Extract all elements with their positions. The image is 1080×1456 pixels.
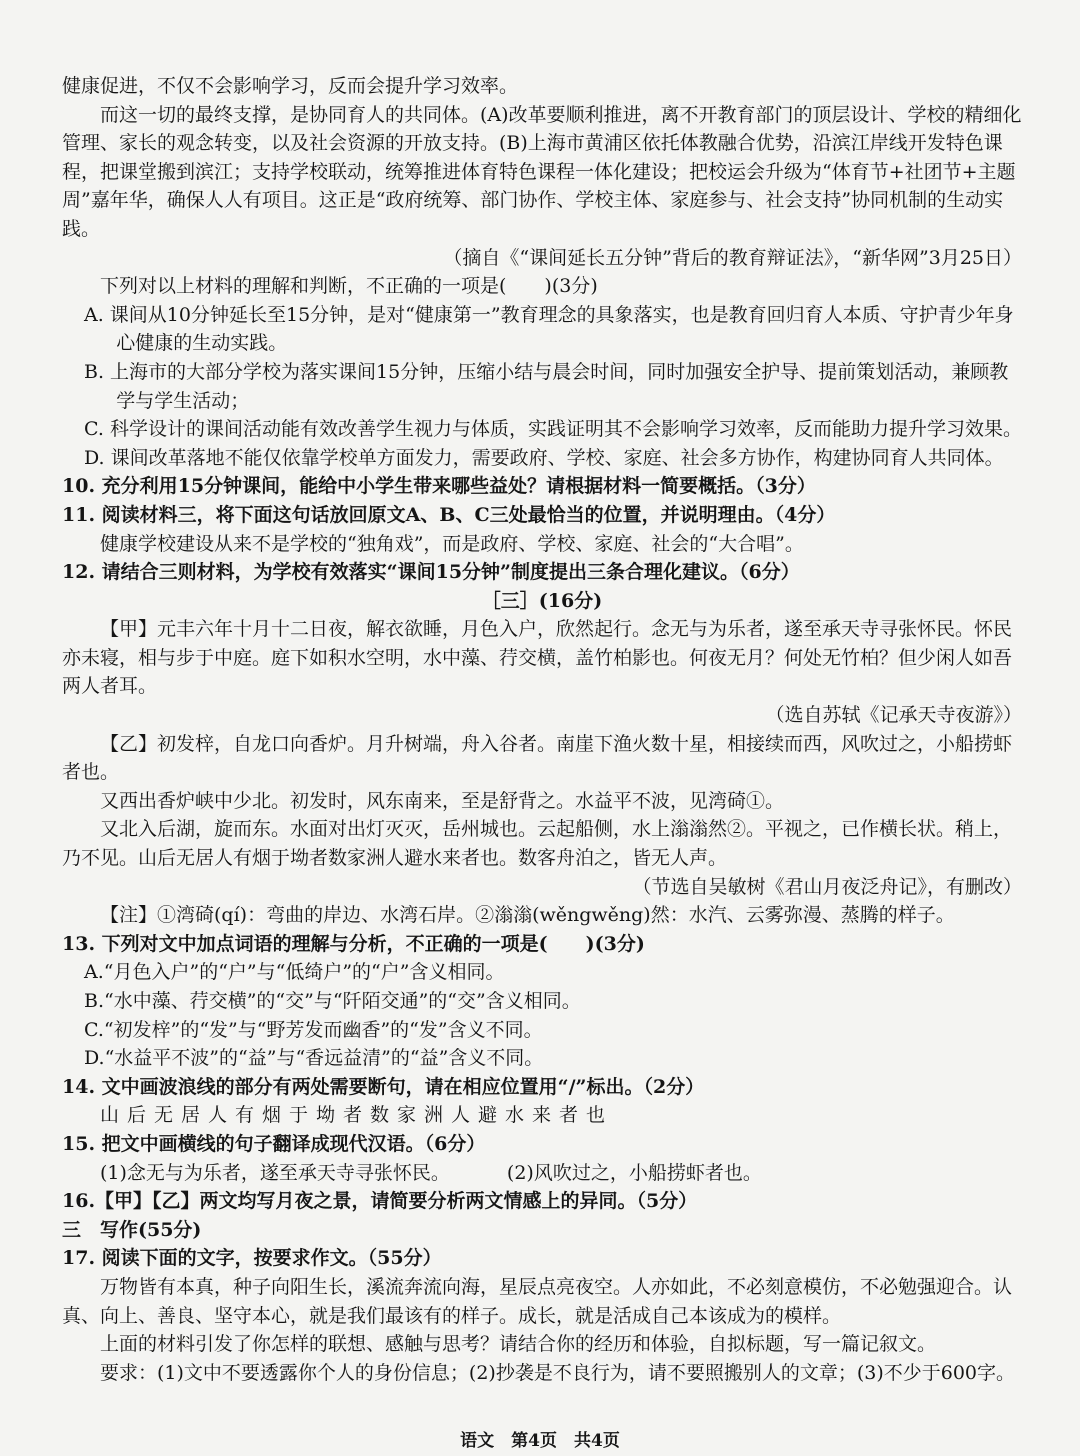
passage-yi-paragraph-2: 又西出香炉峡中少北。初发时，风东南来，至是舒背之。水益平不波，见湾碕①。 <box>100 789 785 812</box>
question-17-requirements: 要求：(1)文中不要透露你个人的身份信息；(2)抄袭是不良行为，请不要照搬别人的文章；(3)不少于600字。 <box>100 1361 1016 1384</box>
material3-paragraph-end: 健康促进，不仅不会影响学习，反而会提升学习效率。 <box>62 75 519 97</box>
question-13-option-b: B.“水中藻、荇交横”的“交”与“阡陌交通”的“交”含义相同。 <box>84 990 581 1012</box>
question-15-stem: 15. 把文中画横线的句子翻译成现代汉语。（6分） <box>62 1132 486 1155</box>
question-14-text: 山后无居人有烟于坳者数家洲人避水来者也 <box>100 1104 614 1127</box>
passage-notes: 【注】①湾碕(qí)：弯曲的岸边、水湾石岸。②滃滃(wěngwěng)然：水汽、云雾弥漫、蒸腾的样子。 <box>100 904 955 927</box>
passage-jia-source: （选自苏轼《记承天寺夜游》） <box>765 704 1022 727</box>
question-14-stem: 14. 文中画波浪线的部分有两处需要断句，请在相应位置用“/”标出。（2分） <box>62 1075 705 1098</box>
question-17-material: 万物皆有本真，种子向阳生长，溪流奔流向海，星辰点亮夜空。人亦如此，不必刻意模仿，不必勉强迎合。认真、向上、善良、坚守本心，就是我们最该有的样子。成长，就是活成自己本该成为的模样。 <box>62 1275 1013 1327</box>
question-9-option-b: B. 上海市的大部分学校为落实课间15分钟，压缩小结与晨会时间，同时加强安全护导、提前策划活动，兼顾教学与学生活动； <box>84 360 1009 412</box>
passage-jia: 【甲】元丰六年十月十二日夜，解衣欲睡，月色入户，欣然起行。念无与为乐者，遂至承天寺寻张怀民。怀民亦未寝，相与步于中庭。庭下如积水空明，水中藻、荇交横，盖竹柏影也。何夜无月？何处无竹柏？但少闲人如吾两人者耳。 <box>62 618 1013 698</box>
question-17-prompt: 上面的材料引发了你怎样的联想、感触与思考？请结合你的经历和体验，自拟标题，写一篇记叙文。 <box>100 1333 937 1356</box>
material3-source: （摘自《“课间延长五分钟”背后的教育辩证法》，“新华网”3月25日） <box>443 246 1022 269</box>
passage-yi-source: （节选自吴敏树《君山月夜泛舟记》，有删改） <box>632 875 1022 898</box>
question-16: 16.【甲】【乙】两文均写月夜之景，请简要分析两文情感上的异同。（5分） <box>62 1190 698 1213</box>
question-17-stem: 17. 阅读下面的文字，按要求作文。（55分） <box>62 1247 442 1270</box>
question-10: 10. 充分利用15分钟课间，能给中小学生带来哪些益处？请根据材料一简要概括。（3分） <box>62 475 816 498</box>
question-9-option-c: C. 科学设计的课间活动能有效改善学生视力与体质，实践证明其不会影响学习效率，反而能助力提升学习效果。 <box>84 418 1022 441</box>
question-11-sentence: 健康学校建设从来不是学校的“独角戏”，而是政府、学校、家庭、社会的“大合唱”。 <box>100 532 804 555</box>
question-13-option-d: D.“水益平不波”的“益”与“香远益清”的“益”含义不同。 <box>84 1047 544 1070</box>
question-15-sentence-1: (1)念无与为乐者，遂至承天寺寻张怀民。 <box>100 1161 450 1184</box>
question-12: 12. 请结合三则材料，为学校有效落实“课间15分钟”制度提出三条合理化建议。（6分） <box>62 561 800 584</box>
question-15-sentences <box>62 1159 1022 1188</box>
passage-yi-paragraph-1: 【乙】初发梓，自龙口向香炉。月升树端，舟入谷者。南崖下渔火数十星，相接续而西，风吹过之，小船捞虾者也。 <box>62 732 1013 784</box>
passage-yi-paragraph-3: 又北入后湖，旋而东。水面对出灯灭灭，岳州城也。云起船侧，水上滃滃然②。平视之，已作横长状。稍上，乃不见。山后无居人有烟于坳者数家洲人避水来者也。数客舟泊之，皆无人声。 <box>62 818 1013 870</box>
material3-paragraph-community: 而这一切的最终支撑，是协同育人的共同体。(A)改革要顺利推进，离不开教育部门的顶层设计、学校的精细化管理、家长的观念转变，以及社会资源的开放支持。(B)上海市黄浦区依托体教融合优势，沿滨江岸线开发特色课程，把课堂搬到滨江；支持学校联动，统筹推进体育特色课程一体化建设；把校运会升级为“体育节+社团节+主题周”嘉年华，确保人人有项目。这正是“政府统筹、部门协作、学校主体、家庭参与、社会支持”协同机制的生动实践。 <box>62 103 1022 240</box>
question-9-options <box>62 301 1022 473</box>
question-11-stem: 11. 阅读材料三，将下面这句话放回原文A、B、C三处最恰当的位置，并说明理由。（4分） <box>62 503 836 526</box>
page-footer: 语文 第4页 共4页 <box>460 1431 620 1451</box>
section-writing-heading: 三 写作(55分) <box>62 1218 202 1241</box>
question-13-options <box>62 958 1022 1072</box>
question-13-option-c: C.“初发梓”的“发”与“野芳发而幽香”的“发”含义不同。 <box>84 1018 543 1041</box>
question-9-option-d: D. 课间改革落地不能仅依靠学校单方面发力，需要政府、学校、家庭、社会多方协作，构建协同育人共同体。 <box>84 446 1004 469</box>
section-3-heading: ［三］(16分) <box>481 589 603 612</box>
question-13-stem: 13. 下列对文中加点词语的理解与分析，不正确的一项是( )(3分) <box>62 932 645 955</box>
question-15-sentence-2: (2)风吹过之，小船捞虾者也。 <box>506 1161 762 1184</box>
question-9-stem: 下列对以上材料的理解和判断，不正确的一项是( )(3分) <box>100 275 598 298</box>
question-9-option-a: A. 课间从10分钟延长至15分钟，是对“健康第一”教育理念的具象落实，也是教育回归育人本质、守护青少年身心健康的生动实践。 <box>84 303 1014 355</box>
question-13-option-a: A.“月色入户”的“户”与“低绮户”的“户”含义相同。 <box>84 961 505 984</box>
